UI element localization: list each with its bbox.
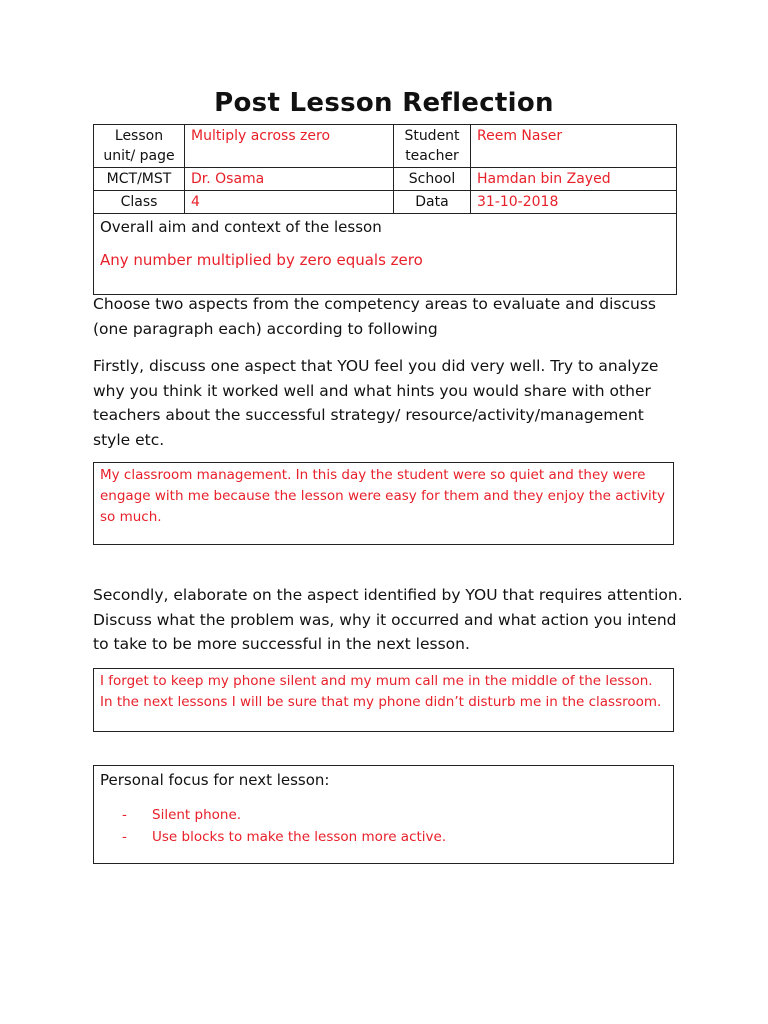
focus-item-text: Use blocks to make the lesson more active.: [152, 829, 447, 845]
lesson-unit-value: Multiply across zero: [185, 125, 394, 168]
school-label: School: [394, 168, 471, 191]
data-value: 31-10-2018: [471, 191, 677, 214]
secondly-response-text: I forget to keep my phone silent and my mum call me in the middle of the lesson. In the next lessons I will be sure that my phone didn’t disturb me in the classroom.: [100, 673, 662, 710]
bullet-dash: -: [122, 807, 127, 823]
table-row: [94, 168, 677, 191]
secondly-response-box: [93, 668, 674, 732]
secondly-prompt: Secondly, elaborate on the aspect identified by YOU that requires attention. Discuss what the problem was, why it occurred and what action you intend to take to be more successful in the next lesson.: [93, 586, 683, 653]
class-label: Class: [94, 191, 185, 214]
aim-heading: Overall aim and context of the lesson: [100, 218, 382, 236]
data-label: Data: [394, 191, 471, 214]
mct-value: Dr. Osama: [185, 168, 394, 191]
aim-cell: [94, 214, 677, 295]
class-value: 4: [185, 191, 394, 214]
firstly-response-box: [93, 462, 674, 545]
student-teacher-value: Reem Naser: [471, 125, 677, 168]
personal-focus-list: [122, 804, 667, 848]
table-row: [94, 125, 677, 168]
aim-value: Any number multiplied by zero equals zero: [100, 251, 423, 269]
personal-focus-heading: Personal focus for next lesson:: [100, 771, 330, 789]
firstly-prompt: Firstly, discuss one aspect that YOU feel you did very well. Try to analyze why you think it worked well and what hints you would share with other teachers about the successful strategy/ resource/activity/management style etc.: [93, 357, 659, 449]
school-value: Hamdan bin Zayed: [471, 168, 677, 191]
list-item: [122, 826, 667, 848]
table-row: [94, 191, 677, 214]
bullet-dash: -: [122, 829, 127, 845]
page-title: Post Lesson Reflection: [214, 88, 554, 118]
student-teacher-label: Student teacher: [394, 125, 471, 168]
mct-label: MCT/MST: [94, 168, 185, 191]
personal-focus-box: [93, 765, 674, 864]
firstly-response-text: My classroom management. In this day the student were so quiet and they were engage with me because the lesson were easy for them and they enjoy the activity so much.: [100, 467, 666, 525]
table-row: [94, 214, 677, 295]
lesson-unit-label: Lesson unit/ page: [94, 125, 185, 168]
focus-item-text: Silent phone.: [152, 807, 242, 823]
instructions-paragraph: Choose two aspects from the competency areas to evaluate and discuss (one paragraph each) according to following: [93, 295, 657, 338]
lesson-info-table: [93, 124, 677, 295]
list-item: [122, 804, 667, 826]
